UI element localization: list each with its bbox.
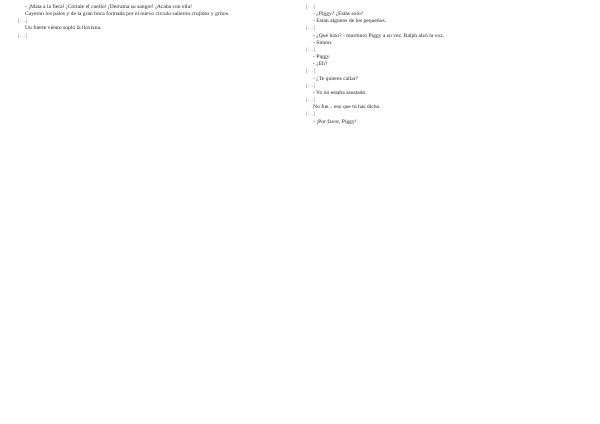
- paragraph: - Simon.: [313, 39, 333, 46]
- paragraph: […]: [306, 25, 316, 32]
- paragraph: - ¡Mata a la fiera! ¡Córtale el cuello! ¡Derrama su sangre! ¡Acaba con ella!: [25, 4, 192, 10]
- paragraph: - Piggy.: [313, 54, 331, 61]
- paragraph: - ¿Qué hizo? - murmuró Piggy a su vez. Ralph alzó la voz.: [313, 32, 445, 39]
- paragraph: […]: [306, 82, 316, 89]
- paragraph: […]: [306, 68, 316, 75]
- paragraph: - ¡Por favor, Piggy!: [313, 118, 357, 125]
- paragraph: - ¿Piggy? ¿Estás solo?: [313, 11, 364, 18]
- paragraph: - Yo no estaba asustado.: [313, 89, 367, 96]
- right-column: [306, 4, 584, 418]
- paragraph: […]: [306, 111, 316, 118]
- paragraph: - ¿Eh?: [313, 61, 328, 68]
- paragraph: […]: [18, 32, 28, 39]
- paragraph: […]: [306, 97, 316, 104]
- paragraph: Un fuerte viento sopló la llovizna.: [25, 25, 102, 32]
- paragraph: No fue... eso que tú has dicho.: [313, 104, 381, 111]
- left-column: [18, 4, 296, 418]
- paragraph: - ¿Te quieres callar?: [313, 75, 359, 82]
- paragraph: - Están algunos de los pequeños.: [313, 18, 387, 25]
- paragraph: […]: [18, 18, 28, 25]
- paragraph: Cayeron los palos y de la gran boca formada por el nuevo círculo salieron crujidos y gritos.: [25, 11, 230, 18]
- paragraph: […]: [306, 46, 316, 53]
- paragraph: […]: [306, 4, 316, 10]
